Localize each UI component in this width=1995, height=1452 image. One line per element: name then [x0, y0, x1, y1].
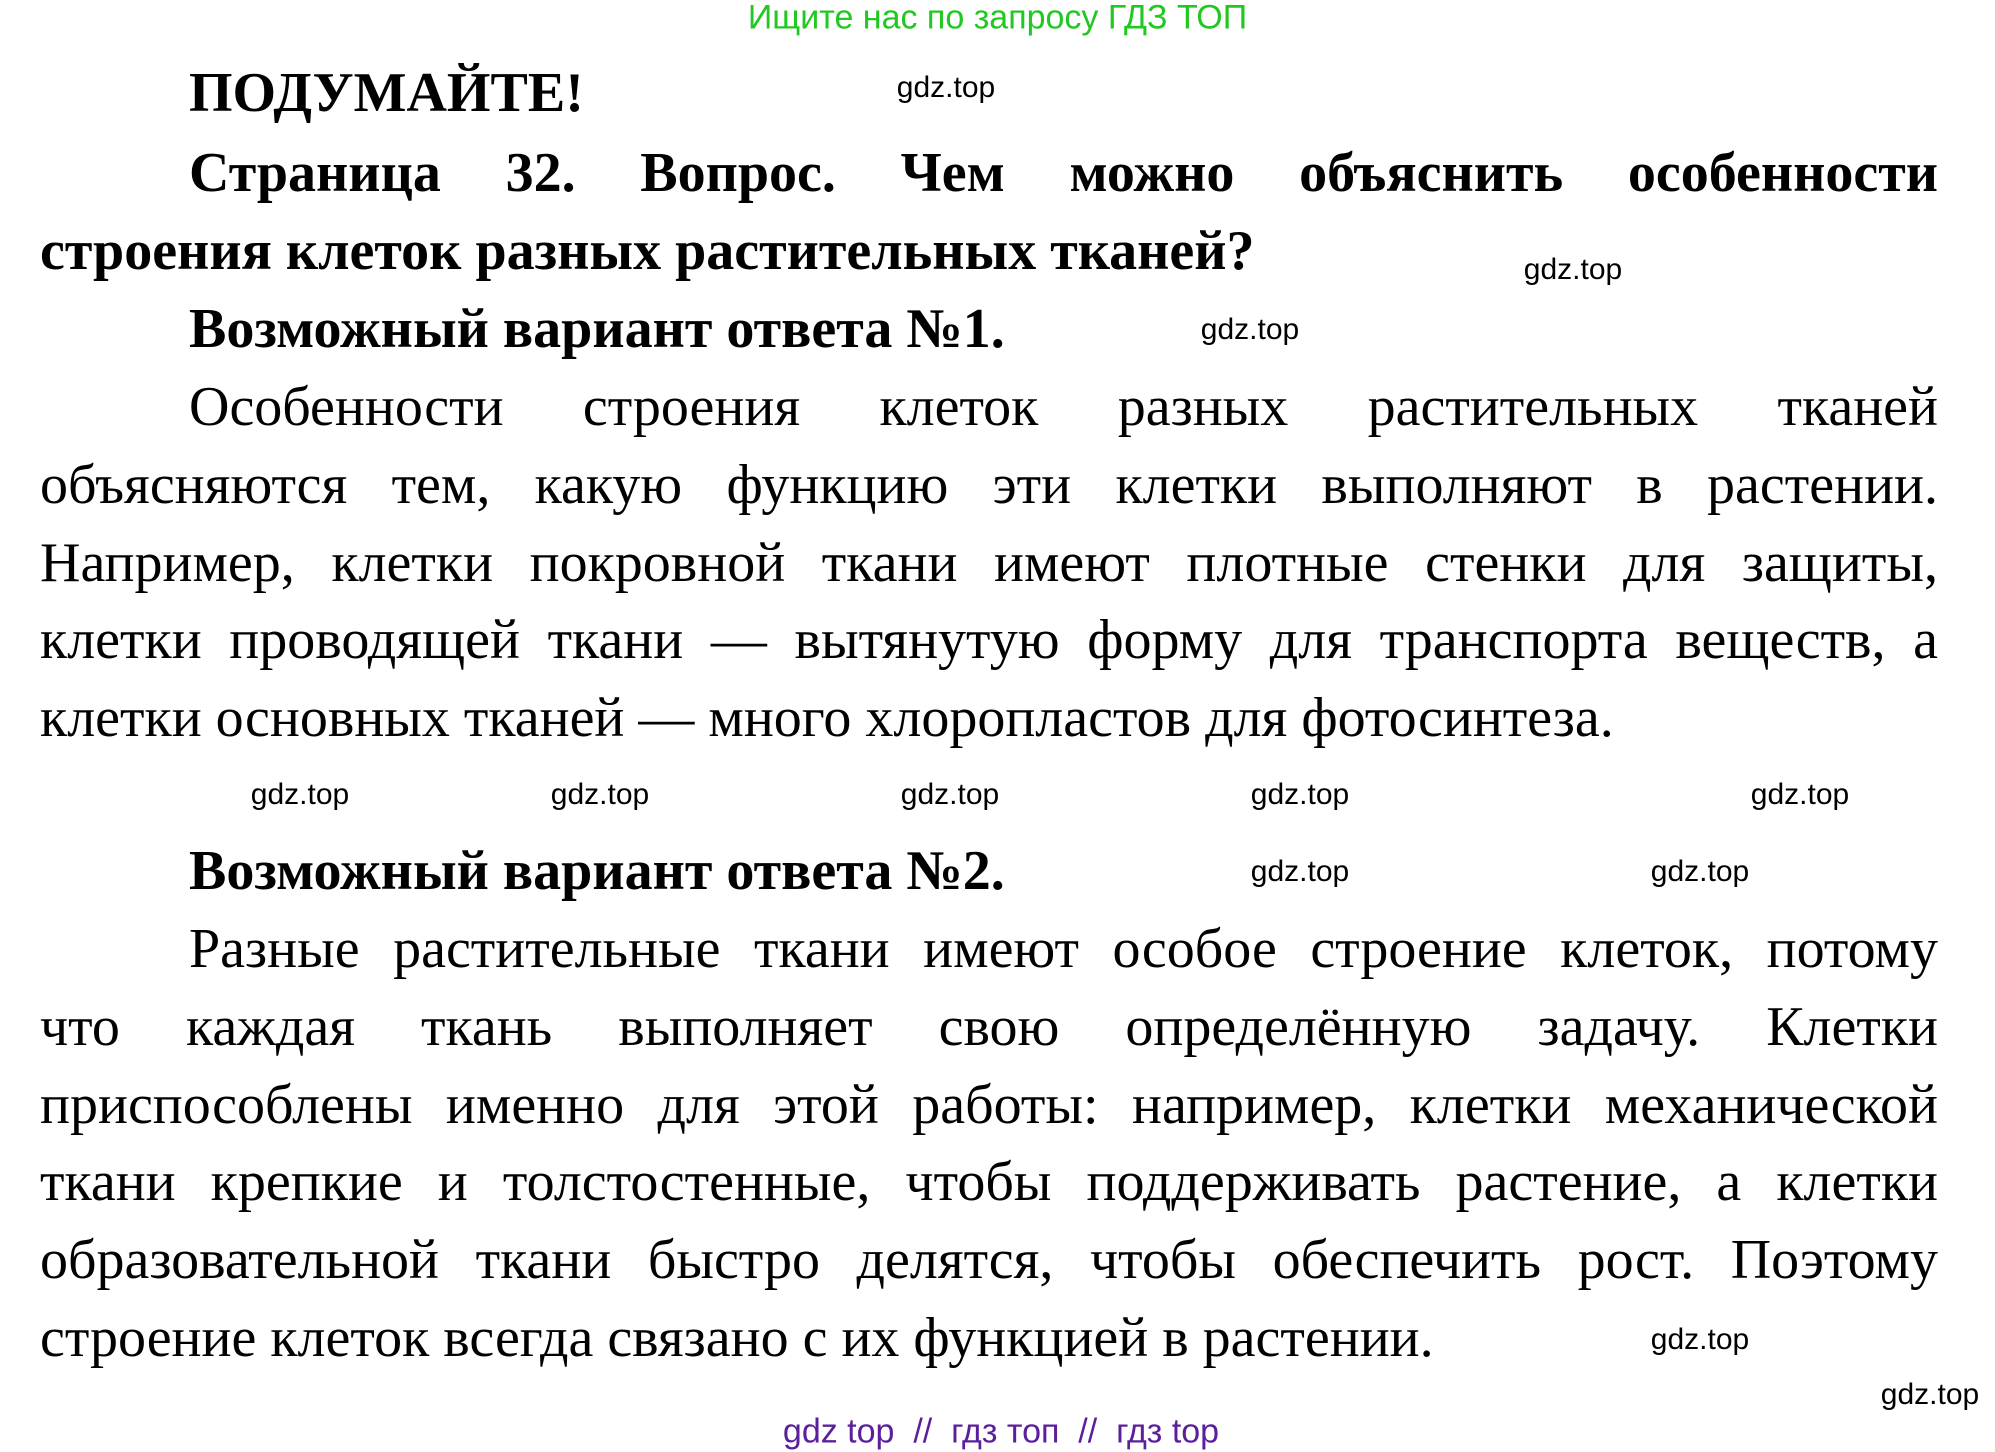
- watermark: gdz.top: [550, 778, 650, 811]
- answer2-line: ткани крепкие и толстостенные, чтобы поддерживать растение, а клетки: [40, 1151, 1938, 1213]
- answer1-line: клетки проводящей ткани — вытянутую форму для транспорта веществ, а: [40, 609, 1938, 671]
- answer1-line: Особенности строения клеток разных растительных тканей: [189, 376, 1938, 438]
- watermark: gdz.top: [1250, 855, 1350, 888]
- question-line: строения клеток разных растительных тканей?: [40, 220, 1255, 282]
- watermark: gdz.top: [250, 778, 350, 811]
- answer2-line: что каждая ткань выполняет свою определённую задачу. Клетки: [40, 996, 1938, 1058]
- watermark: gdz.top: [1523, 253, 1623, 286]
- watermark: gdz.top: [1250, 778, 1350, 811]
- watermark: gdz.top: [900, 778, 1000, 811]
- search-banner: Ищите нас по запросу ГДЗ ТОП: [747, 0, 1248, 37]
- answer1-line: объясняются тем, какую функцию эти клетки выполняют в растении.: [40, 454, 1938, 516]
- answer2-line: приспособлены именно для этой работы: например, клетки механической: [40, 1074, 1938, 1136]
- answer2-line: образовательной ткани быстро делятся, чтобы обеспечить рост. Поэтому: [40, 1229, 1938, 1291]
- answer2-line: строение клеток всегда связано с их функцией в растении.: [40, 1307, 1434, 1369]
- question-line: Страница 32. Вопрос. Чем можно объяснить особенности: [189, 142, 1938, 204]
- watermark: gdz.top: [1200, 313, 1300, 346]
- answer2-title: Возможный вариант ответа №2.: [189, 840, 1005, 902]
- answer1-line: Например, клетки покровной ткани имеют плотные стенки для защиты,: [40, 532, 1938, 594]
- watermark: gdz.top: [1650, 1323, 1750, 1356]
- answer1-line: клетки основных тканей — много хлоропластов для фотосинтеза.: [40, 687, 1614, 749]
- watermark: gdz.top: [1650, 855, 1750, 888]
- watermark: gdz.top: [896, 71, 996, 104]
- heading: ПОДУМАЙТЕ!: [189, 62, 584, 124]
- answer1-title: Возможный вариант ответа №1.: [189, 298, 1005, 360]
- footer-banner: gdz top // гдз топ // гдз top: [782, 1412, 1220, 1451]
- answer2-line: Разные растительные ткани имеют особое строение клеток, потому: [189, 918, 1938, 980]
- watermark: gdz.top: [1880, 1378, 1980, 1411]
- watermark: gdz.top: [1750, 778, 1850, 811]
